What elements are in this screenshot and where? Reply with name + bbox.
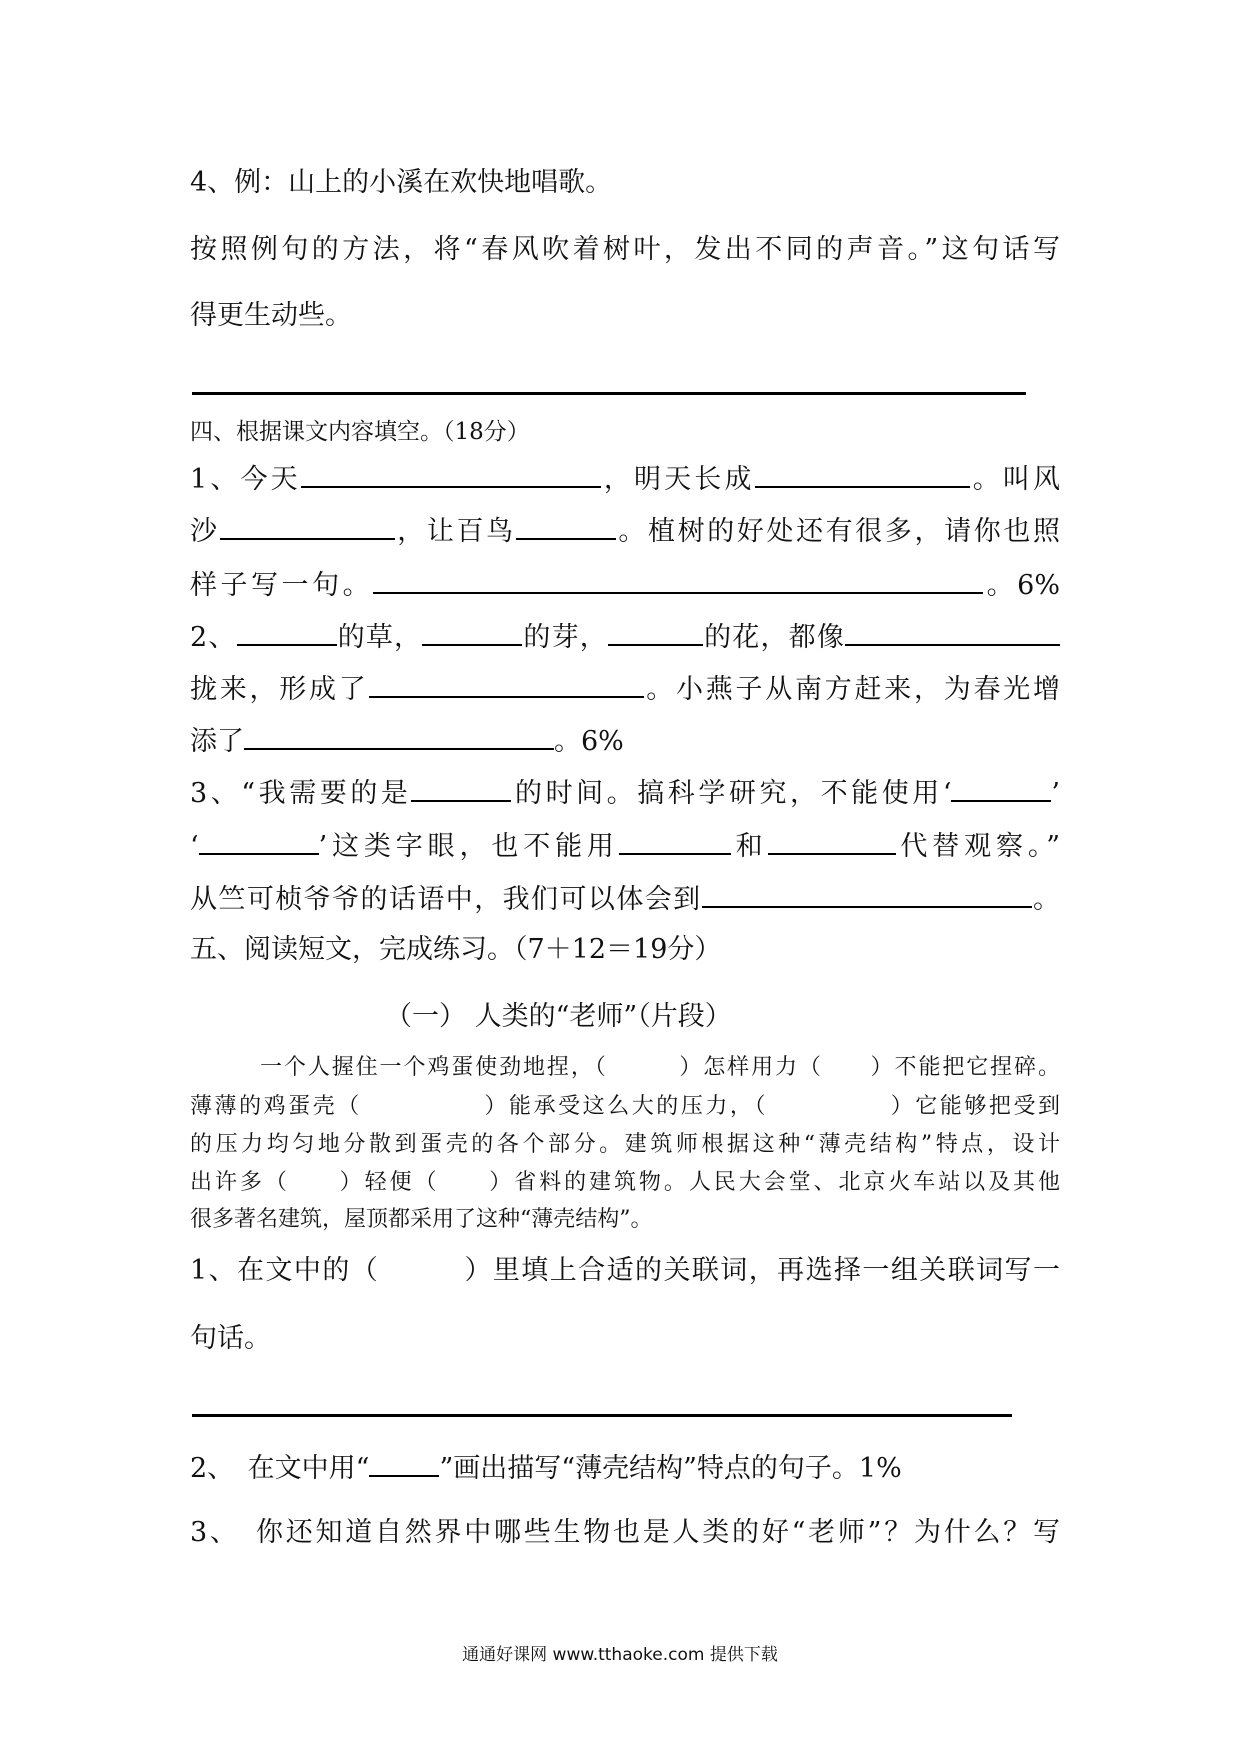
passage-line: 很多著名建筑，屋顶都采用了这种“薄壳结构”。: [190, 1207, 653, 1232]
text: 的芽，: [522, 622, 608, 653]
s4-q3-line3: [190, 880, 1060, 916]
underline-sample: [369, 1449, 439, 1477]
s4-q1-line1: [190, 460, 1060, 496]
passage-line: 薄薄的鸡蛋壳（ ）能承受这么大的压力，（ ）它能够把受到: [190, 1094, 1060, 1119]
text: 。小燕子从南方赶来，为春光增: [643, 674, 1060, 705]
text: 的花，都像: [702, 622, 845, 653]
text: 从竺可桢爷爷的话语中，我们可以体会到: [190, 884, 702, 915]
q4-instruction: 按照例句的方法，将“春风吹着树叶，发出不同的声音。”这句话写: [190, 234, 1060, 265]
s4-q1-line3: [190, 566, 1060, 602]
blank[interactable]: [237, 618, 337, 646]
text: ，让百鸟: [394, 516, 516, 547]
reading-q1-cont: 句话。: [190, 1323, 271, 1354]
section5-heading: 五、阅读短文，完成练习。（7＋12＝19分）: [190, 934, 722, 965]
blank[interactable]: [244, 722, 554, 750]
text: 样子写一句。: [190, 570, 374, 601]
blank[interactable]: [951, 774, 1051, 802]
s4-q1-line2: [190, 512, 1060, 548]
reading-q1: 1、在文中的（ ）里填上合适的关联词，再选择一组关联词写一: [190, 1255, 1060, 1286]
text: ”画出描写“薄壳结构”特点的句子。1%: [439, 1453, 902, 1484]
blank[interactable]: [619, 827, 731, 855]
text: ，明天长成: [600, 464, 755, 495]
passage-line: 的压力均匀地分散到蛋壳的各个部分。建筑师根据这种“薄壳结构”特点，设计: [190, 1132, 1060, 1157]
passage-title: （一） 人类的“老师”（片段）: [385, 1001, 732, 1032]
blank[interactable]: [845, 618, 1060, 646]
s4-q2-line1: [190, 618, 1060, 654]
text: ’这类字眼，也不能用: [318, 831, 619, 862]
blank[interactable]: [422, 618, 522, 646]
text: 代替观察。”: [895, 831, 1060, 862]
blank[interactable]: [199, 827, 319, 855]
reading-q3: 3、 你还知道自然界中哪些生物也是人类的好“老师”？为什么？写: [190, 1517, 1060, 1548]
blank[interactable]: [301, 460, 601, 488]
blank[interactable]: [768, 827, 896, 855]
s4-q2-line3: [190, 722, 1060, 760]
blank[interactable]: [516, 512, 616, 540]
footer-watermark: 通通好课网 www.tthaoke.com 提供下载: [462, 1645, 778, 1665]
blank[interactable]: [608, 618, 703, 646]
text: 2、 在文中用“: [190, 1453, 370, 1484]
q4-instruction-cont: 得更生动些。: [190, 300, 352, 331]
text: 和: [730, 831, 768, 862]
q4-example: 4、例：山上的小溪在欢快地唱歌。: [190, 167, 613, 198]
text: 添了: [190, 726, 244, 757]
answer-line: [192, 392, 1026, 395]
text: ’: [1051, 778, 1060, 809]
section4-heading: 四、根据课文内容填空。（18分）: [190, 419, 530, 445]
blank[interactable]: [702, 880, 1032, 908]
reading-q2: [190, 1449, 1060, 1487]
text: 的草，: [336, 622, 423, 653]
answer-line: [192, 1414, 1012, 1417]
blank[interactable]: [373, 566, 983, 594]
blank[interactable]: [220, 512, 395, 540]
passage-line: 出许多（ ）轻便（ ）省料的建筑物。人民大会堂、北京火车站以及其他: [190, 1170, 1060, 1195]
text: 。6%: [983, 570, 1060, 601]
passage-line: 一个人握住一个鸡蛋使劲地捏，（ ）怎样用力（ ）不能把它捏碎。: [260, 1055, 1060, 1080]
s4-q3-line2: [190, 827, 1060, 863]
text: ‘: [190, 831, 199, 862]
text: 2、: [190, 622, 237, 653]
s4-q2-line2: [190, 670, 1060, 706]
blank[interactable]: [369, 670, 644, 698]
blank[interactable]: [755, 460, 970, 488]
blank[interactable]: [411, 774, 511, 802]
text: 沙: [190, 516, 220, 547]
text: 3、“我需要的是: [190, 778, 412, 809]
text: 。: [1031, 884, 1060, 915]
text: 拢来，形成了: [190, 674, 369, 705]
text: 。植树的好处还有很多，请你也照: [615, 516, 1060, 547]
text: 的时间。搞科学研究，不能使用‘: [511, 778, 952, 809]
text: 。6%: [554, 726, 624, 757]
text: 1、今天: [190, 464, 301, 495]
s4-q3-line1: [190, 774, 1060, 810]
text: 。叫风: [969, 464, 1060, 495]
